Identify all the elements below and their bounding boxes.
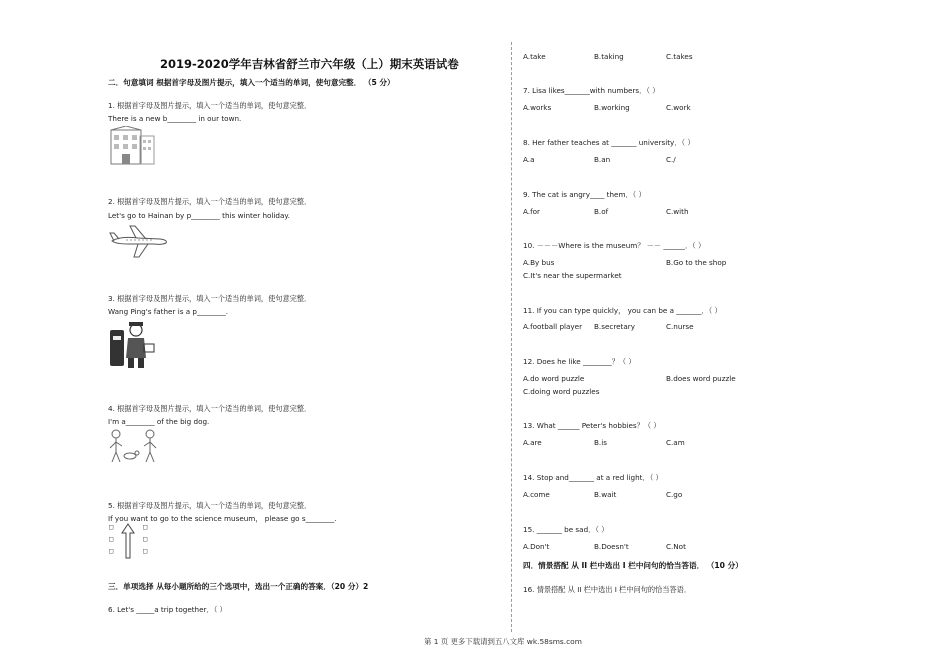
q13-option-c: C.am	[666, 438, 685, 447]
q7-option-c: C.work	[666, 103, 691, 112]
q7-question: 7. Lisa likes_______with numbers．（ ）	[523, 86, 660, 95]
q14-option-a: A.come	[523, 490, 550, 499]
section-4-heading: 四．情景搭配 从 II 栏中选出 I 栏中问句的恰当答语． （10 分）	[523, 561, 743, 570]
column-divider	[511, 42, 512, 632]
q5-sentence: If you want to go to the science museum， please go s________.	[108, 514, 337, 523]
q10-option-c: C.It's near the supermarket	[523, 271, 622, 280]
q11-option-c: C.nurse	[666, 322, 694, 331]
q14-option-b: B.wait	[594, 490, 617, 499]
postman-image	[108, 320, 156, 370]
q13-question: 13. What ______ Peter's hobbies？（ ）	[523, 421, 661, 430]
q6-option-a: A.take	[523, 52, 546, 61]
q4-sentence: I'm a________ of the big dog.	[108, 417, 210, 426]
section-3-heading: 三．单项选择 从每小题所给的三个选项中，选出一个正确的答案．（20 分）2	[108, 582, 369, 591]
q2-prompt: 2. 根据首字母及图片提示，填入一个适当的单词，使句意完整．	[108, 197, 312, 206]
q15-option-b: B.Doesn't	[594, 542, 629, 551]
q10-option-b: B.Go to the shop	[666, 258, 727, 267]
arrow-glyph: □	[109, 523, 114, 531]
q12-question: 12. Does he like ________？（ ）	[523, 357, 636, 366]
q12-option-c: C.doing word puzzles	[523, 387, 600, 396]
q10-question: 10. －－－Where is the museum？ －－ ______．（ ）	[523, 241, 706, 250]
arrow-glyph: □	[143, 523, 148, 531]
q9-question: 9. The cat is angry____ them．（ ）	[523, 190, 646, 199]
q8-question: 8. Her father teaches at _______ university．（ ）	[523, 138, 695, 147]
q6-option-c: C.takes	[666, 52, 693, 61]
airplane-image	[108, 223, 170, 259]
arrow-glyph: □	[143, 547, 148, 555]
q4-prompt: 4. 根据首字母及图片提示，填入一个适当的单词，使句意完整．	[108, 404, 312, 413]
q3-sentence: Wang Ping's father is a p________.	[108, 307, 229, 316]
up-arrow-icon	[121, 523, 135, 559]
page-footer: 第 1 页 更多下载请到五八文库 wk.58sms.com	[424, 637, 582, 646]
q8-option-a: A.a	[523, 155, 535, 164]
q6-option-b: B.taking	[594, 52, 624, 61]
q12-option-a: A.do word puzzle	[523, 374, 585, 383]
q1-prompt: 1. 根据首字母及图片提示，填入一个适当的单词，使句意完整．	[108, 101, 312, 110]
boy-and-dog-image	[108, 428, 164, 466]
page-title: 2019-2020学年吉林省舒兰市六年级（上）期末英语试卷	[160, 57, 459, 71]
q3-prompt: 3. 根据首字母及图片提示，填入一个适当的单词，使句意完整．	[108, 294, 312, 303]
q2-sentence: Let's go to Hainan by p________ this winter holiday.	[108, 211, 290, 220]
q8-option-c: C./	[666, 155, 676, 164]
q9-option-a: A.for	[523, 207, 540, 216]
q15-question: 15. _______ be sad．（ ）	[523, 525, 609, 534]
q11-option-a: A.football player	[523, 322, 583, 331]
q8-option-b: B.an	[594, 155, 611, 164]
q13-option-b: B.is	[594, 438, 607, 447]
q16-prompt: 16. 情景搭配 从 II 栏中选出 I 栏中问句的恰当答语．	[523, 585, 692, 594]
building-image	[110, 126, 156, 166]
q1-sentence: There is a new b________ in our town.	[108, 114, 242, 123]
q15-option-c: C.Not	[666, 542, 686, 551]
q9-option-c: C.with	[666, 207, 689, 216]
q14-question: 14. Stop and_______ at a red light．（ ）	[523, 473, 663, 482]
arrow-glyph: □	[109, 547, 114, 555]
arrow-glyph: □	[143, 535, 148, 543]
q9-option-b: B.of	[594, 207, 609, 216]
q7-option-a: A.works	[523, 103, 552, 112]
q15-option-a: A.Don't	[523, 542, 550, 551]
q6-question: 6. Let's _____a trip together．（ ）	[108, 605, 227, 614]
q14-option-c: C.go	[666, 490, 683, 499]
q11-question: 11. If you can type quickly， you can be a _______．（ ）	[523, 306, 722, 315]
q12-option-b: B.does word puzzle	[666, 374, 736, 383]
q11-option-b: B.secretary	[594, 322, 635, 331]
q10-option-a: A.By bus	[523, 258, 555, 267]
section-2-heading: 二．句意填词 根据首字母及图片提示，填入一个适当的单词，使句意完整． （5 分）	[108, 78, 395, 87]
arrow-glyph: □	[109, 535, 114, 543]
q13-option-a: A.are	[523, 438, 542, 447]
q5-prompt: 5. 根据首字母及图片提示，填入一个适当的单词，使句意完整．	[108, 501, 312, 510]
q7-option-b: B.working	[594, 103, 630, 112]
